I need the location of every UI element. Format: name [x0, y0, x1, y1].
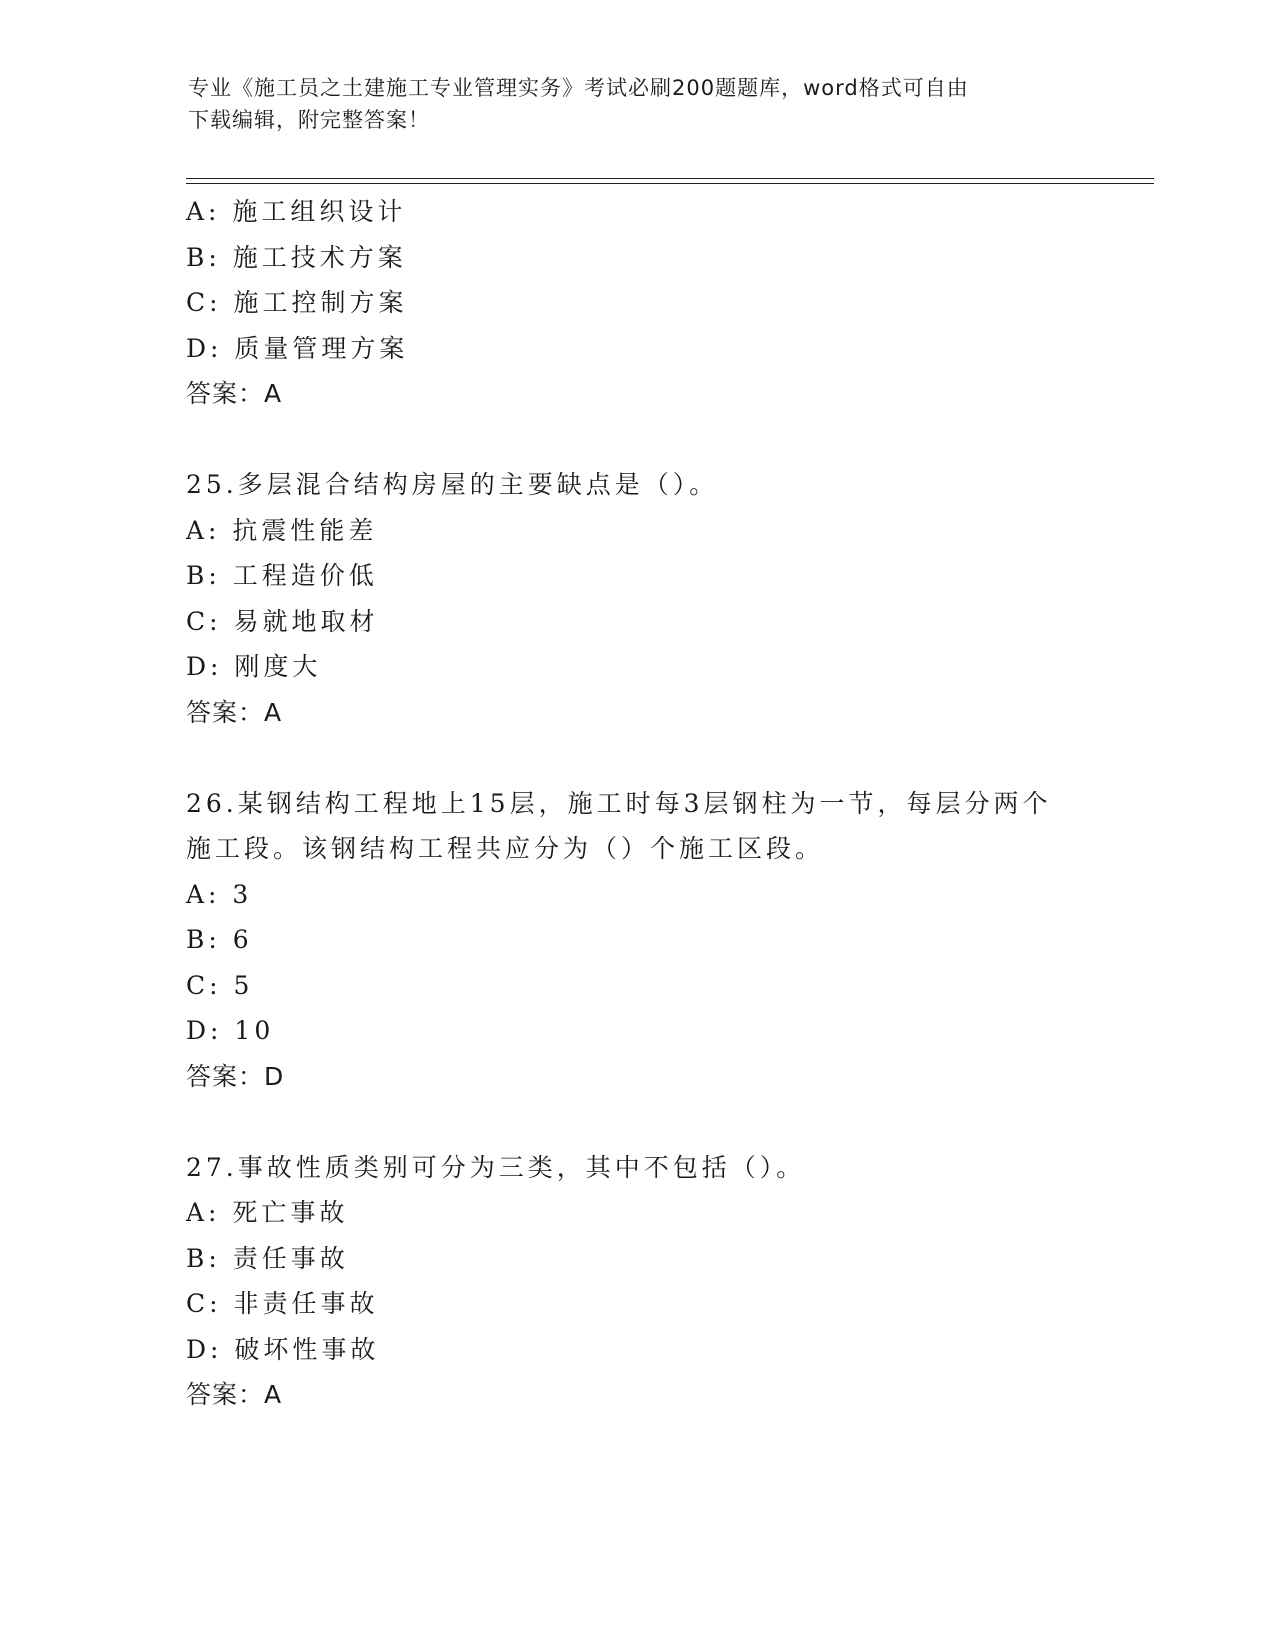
option-a: A: 施工组织设计 [186, 197, 407, 226]
question-26 [186, 781, 1086, 1100]
option-d: D: 质量管理方案 [186, 333, 409, 363]
header-divider-top [186, 178, 1154, 179]
option-c: C: 5 [186, 970, 254, 1000]
answer: 答案：A [186, 697, 283, 727]
option-d: D: 破坏性事故 [186, 1334, 380, 1364]
spacer [186, 1099, 1086, 1145]
option-c: C: 非责任事故 [186, 1289, 379, 1318]
option-c: C: 易就地取材 [186, 606, 379, 636]
answer: 答案：A [186, 1380, 283, 1409]
option-b: B: 6 [186, 925, 253, 954]
question-25 [186, 462, 1086, 735]
option-c: C: 施工控制方案 [186, 288, 408, 317]
header-line-2: 下载编辑，附完整答案！ [188, 108, 430, 132]
spacer [186, 417, 1086, 463]
question-stem-line-1: 26.某钢结构工程地上15层，施工时每3层钢柱为一节，每层分两个 [186, 788, 1052, 818]
option-a: A: 抗震性能差 [186, 515, 378, 545]
spacer [186, 735, 1086, 781]
option-b: B: 工程造价低 [186, 561, 378, 590]
question-stem: 25.多层混合结构房屋的主要缺点是（）。 [186, 470, 719, 499]
option-b: B: 施工技术方案 [186, 242, 407, 272]
option-a: A: 3 [186, 879, 253, 909]
question-24 [186, 189, 1086, 417]
option-d: D: 10 [186, 1016, 275, 1045]
option-d: D: 刚度大 [186, 652, 322, 681]
question-list [186, 189, 1086, 1418]
answer: 答案：A [186, 379, 283, 408]
question-stem: 27.事故性质类别可分为三类，其中不包括（）。 [186, 1152, 806, 1182]
option-b: B: 责任事故 [186, 1243, 349, 1273]
question-27 [186, 1145, 1086, 1418]
header-line-1: 专业《施工员之土建施工专业管理实务》考试必刷200题题库，word格式可自由 [188, 76, 969, 100]
question-stem-line-2: 施工段。该钢结构工程共应分为（）个施工区段。 [186, 834, 825, 863]
answer: 答案：D [186, 1061, 285, 1091]
option-a: A: 死亡事故 [186, 1198, 349, 1227]
document-header [188, 72, 1068, 136]
header-divider-bottom [186, 183, 1154, 184]
